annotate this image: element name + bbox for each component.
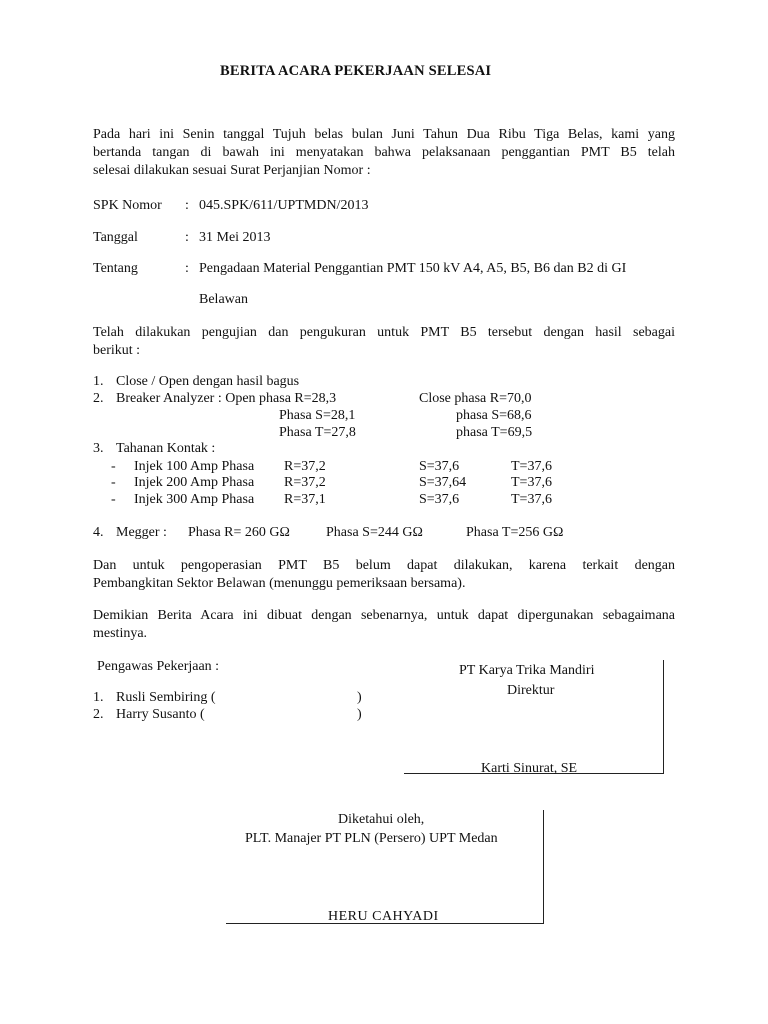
breaker-analyzer-open-s: Phasa S=28,1 <box>279 408 356 423</box>
result-1-number: 1. <box>93 374 104 389</box>
document-title: BERITA ACARA PEKERJAAN SELESAI <box>220 63 492 79</box>
contractor-position: Direktur <box>507 683 555 698</box>
supervisor-1-name: Rusli Sembiring ( <box>116 690 216 705</box>
result-4-number: 4. <box>93 525 104 540</box>
test-intro-paragraph <box>93 324 675 360</box>
contact-resistance-label: Tahanan Kontak : <box>116 441 216 456</box>
tanggal-label: Tanggal <box>93 230 138 245</box>
intro-line-3: selesai dilakukan sesuai Surat Perjanjian Nomor : <box>93 163 371 178</box>
injek-row-3-dash: - <box>111 492 116 507</box>
supervisor-2-name: Harry Susanto ( <box>116 707 205 722</box>
injek-row-1-t: T=37,6 <box>511 459 552 474</box>
injek-row-2-t: T=37,6 <box>511 475 552 490</box>
tentang-label: Tentang <box>93 261 138 276</box>
result-1-text: Close / Open dengan hasil bagus <box>116 374 300 389</box>
injek-row-3-s: S=37,6 <box>419 492 460 507</box>
spk-value: 045.SPK/611/UPTMDN/2013 <box>199 198 369 213</box>
result-3-number: 3. <box>93 441 104 456</box>
intro-line-2: bertanda tangan di bawah ini menyatakan bahwa pelaksanaan penggantian PMT B5 telah <box>93 145 675 160</box>
injek-row-1-r: R=37,2 <box>284 459 326 474</box>
tentang-value-line-2: Belawan <box>199 292 248 307</box>
contractor-box-right-border <box>663 660 664 774</box>
breaker-analyzer-close-t: phasa T=69,5 <box>456 425 533 440</box>
injek-row-2-name: Injek 200 Amp Phasa <box>134 475 255 490</box>
acknowledgement-position: PLT. Manajer PT PLN (Persero) UPT Medan <box>245 831 498 846</box>
megger-label: Megger : <box>116 525 167 540</box>
breaker-analyzer-open-r: Breaker Analyzer : Open phasa R=28,3 <box>116 391 337 406</box>
result-2-number: 2. <box>93 391 104 406</box>
injek-row-2-r: R=37,2 <box>284 475 326 490</box>
acknowledgement-heading: Diketahui oleh, <box>338 812 425 827</box>
operation-note-paragraph <box>93 557 675 593</box>
supervisor-1-number: 1. <box>93 690 104 705</box>
acknowledgement-box-right-border <box>543 810 544 924</box>
intro-paragraph <box>93 126 675 180</box>
tentang-colon: : <box>185 261 189 276</box>
injek-row-3-t: T=37,6 <box>511 492 552 507</box>
injek-row-1-s: S=37,6 <box>419 459 460 474</box>
injek-row-3-name: Injek 300 Amp Phasa <box>134 492 255 507</box>
breaker-analyzer-close-r: Close phasa R=70,0 <box>419 391 532 406</box>
closing-line-2: mestinya. <box>93 626 148 641</box>
injek-row-3-r: R=37,1 <box>284 492 326 507</box>
breaker-analyzer-open-t: Phasa T=27,8 <box>279 425 356 440</box>
spk-colon: : <box>185 198 189 213</box>
supervisor-2-number: 2. <box>93 707 104 722</box>
megger-phase-t: Phasa T=256 GΩ <box>466 525 564 540</box>
injek-row-2-dash: - <box>111 475 116 490</box>
contractor-signatory: Karti Sinurat, SE <box>481 761 578 776</box>
operation-note-line-2: Pembangkitan Sektor Belawan (menunggu pemeriksaan bersama). <box>93 576 466 591</box>
supervisors-heading: Pengawas Pekerjaan : <box>97 659 220 674</box>
injek-row-1-name: Injek 100 Amp Phasa <box>134 459 255 474</box>
breaker-analyzer-close-s: phasa S=68,6 <box>456 408 532 423</box>
test-intro-line-1: Telah dilakukan pengujian dan pengukuran untuk PMT B5 tersebut dengan hasil sebagai <box>93 325 675 340</box>
tanggal-value: 31 Mei 2013 <box>199 230 271 245</box>
acknowledgement-signatory: HERU CAHYADI <box>328 909 439 924</box>
megger-phase-r: Phasa R= 260 GΩ <box>188 525 290 540</box>
intro-line-1: Pada hari ini Senin tanggal Tujuh belas bulan Juni Tahun Dua Ribu Tiga Belas, kami yang <box>93 127 675 142</box>
closing-paragraph <box>93 607 675 643</box>
injek-row-2-s: S=37,64 <box>419 475 467 490</box>
closing-line-1: Demikian Berita Acara ini dibuat dengan sebenarnya, untuk dapat dipergunakan sebagaimana <box>93 608 675 623</box>
operation-note-line-1: Dan untuk pengoperasian PMT B5 belum dapat dilakukan, karena terkait dengan <box>93 558 675 573</box>
supervisor-1-close: ) <box>357 690 362 705</box>
contractor-company: PT Karya Trika Mandiri <box>459 663 595 678</box>
tanggal-colon: : <box>185 230 189 245</box>
spk-label: SPK Nomor <box>93 198 162 213</box>
megger-phase-s: Phasa S=244 GΩ <box>326 525 423 540</box>
injek-row-1-dash: - <box>111 459 116 474</box>
test-intro-line-2: berikut : <box>93 343 141 358</box>
tentang-value-line-1: Pengadaan Material Penggantian PMT 150 kV A4, A5, B5, B6 dan B2 di GI <box>199 261 627 276</box>
supervisor-2-close: ) <box>357 707 362 722</box>
